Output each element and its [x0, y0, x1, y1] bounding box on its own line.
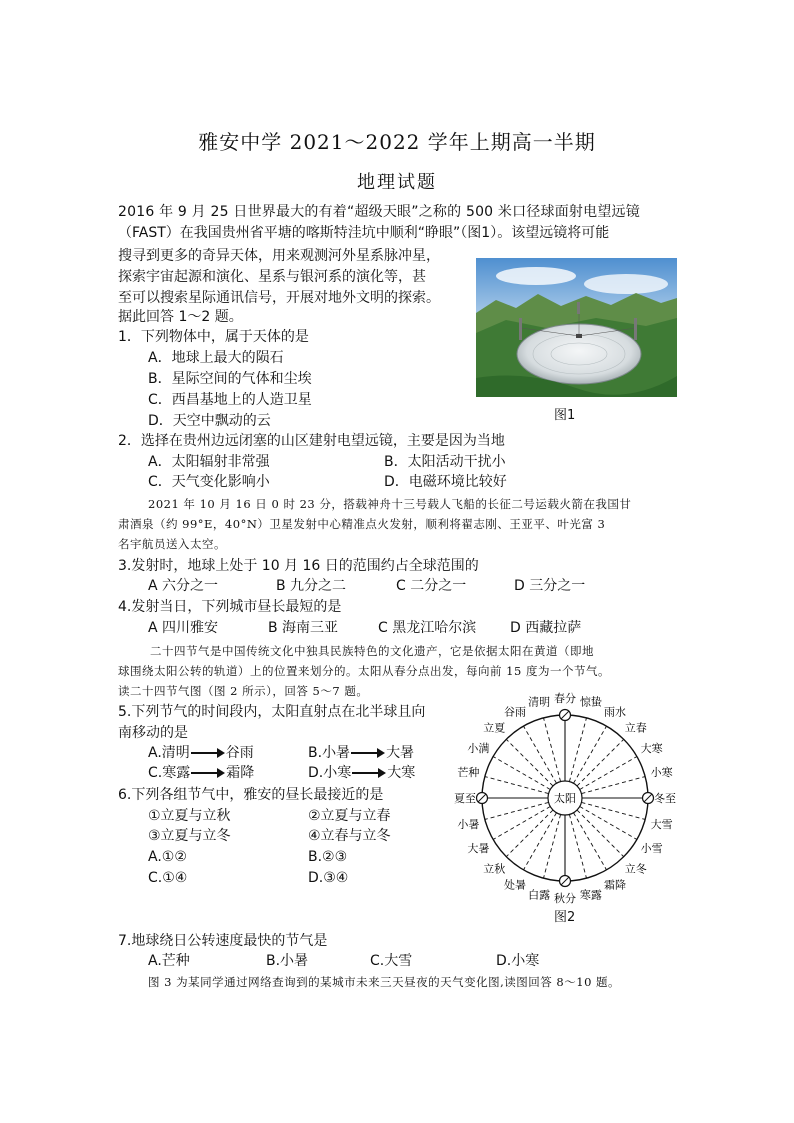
- arrow-icon: [191, 768, 225, 778]
- passage-3-line: 读二十四节气图（图 2 所示），回答 5～7 题。: [118, 684, 369, 698]
- term-label: 白露: [528, 888, 551, 902]
- question-1-option: C．西昌基地上的人造卫星: [148, 392, 312, 408]
- term-label: 雨水: [604, 705, 626, 719]
- term-label: 夏至: [454, 792, 476, 805]
- question-6-item: ②立夏与立春: [308, 808, 391, 824]
- passage-3-line: 球围绕太阳公转的轨道）上的位置来划分的。太阳从春分点出发，每向前 15 度为一个节气。: [118, 664, 610, 678]
- question-3-option: B 九分之二: [276, 578, 347, 594]
- intro-line: 搜寻到更多的奇异天体，用来观测河外星系脉冲星，: [118, 248, 440, 264]
- intro-line: 据此回答 1～2 题。: [118, 309, 243, 325]
- question-4-option: A 四川雅安: [148, 620, 219, 636]
- passage-3-line: 二十四节气是中国传统文化中独具民族特色的文化遗产，它是依据太阳在黄道（即地: [150, 644, 594, 658]
- question-5-stem: 5.下列节气的时间段内，太阳直射点在北半球且向: [118, 704, 426, 720]
- passage-2-line: 2021 年 10 月 16 日 0 时 23 分，搭载神舟十三号载人飞船的长征二号运载火箭在我国甘: [148, 497, 632, 511]
- question-7-option: A.芒种: [148, 953, 190, 969]
- question-1-option: D．天空中飘动的云: [148, 413, 271, 429]
- intro-line: （FAST）在我国贵州省平塘的喀斯特洼坑中顺利“睁眼”（图1）。该望远镜将可能: [118, 225, 610, 241]
- question-2-option: D．电磁环境比较好: [384, 474, 507, 490]
- question-6-item: ③立夏与立冬: [148, 828, 231, 844]
- question-5-option: [308, 763, 415, 783]
- term-label: 冬至: [654, 792, 676, 805]
- question-4-option: B 海南三亚: [268, 620, 339, 636]
- term-from: 小暑: [322, 745, 351, 761]
- question-5-option: [148, 763, 254, 783]
- question-2-option: C．天气变化影响小: [148, 474, 270, 490]
- page-subtitle: 地理试题: [357, 172, 437, 193]
- fig2-caption: 图2: [554, 910, 576, 925]
- question-2-option: A．太阳辐射非常强: [148, 454, 270, 470]
- intro-line: 至可以搜索星际通讯信号，开展对地外文明的探索。: [118, 290, 440, 306]
- term-line: [580, 807, 637, 840]
- term-line: [574, 726, 607, 783]
- term-label: 芒种: [457, 766, 480, 780]
- term-label: 谷雨: [504, 705, 526, 719]
- question-6-item: ①立夏与立秋: [148, 808, 231, 824]
- fast-telescope-photo: [476, 258, 677, 397]
- page-title: 雅安中学 2021～2022 学年上期高一半期: [198, 130, 596, 154]
- term-line: [581, 802, 645, 819]
- question-7-stem: 7.地球绕日公转速度最快的节气是: [118, 933, 328, 949]
- term-line: [544, 718, 561, 782]
- term-line: [485, 802, 549, 819]
- term-label: 立春: [624, 721, 647, 735]
- term-label: 立冬: [624, 862, 647, 876]
- intro-line: 2016 年 9 月 25 日世界最大的有着“超级天眼”之称的 500 米口径球面射电望远镜: [118, 204, 640, 220]
- question-7-option: C.大雪: [370, 953, 413, 969]
- question-5-option: [308, 743, 414, 763]
- term-line: [524, 813, 557, 870]
- term-label: 惊蛰: [579, 695, 602, 709]
- question-5-option: [148, 743, 254, 763]
- term-label: 大寒: [640, 742, 663, 755]
- question-3-option: C 二分之一: [396, 578, 467, 594]
- term-label: 寒露: [579, 888, 602, 902]
- question-1-option: A．地球上最大的陨石: [148, 350, 284, 366]
- question-4-option: C 黑龙江哈尔滨: [378, 620, 477, 636]
- question-7-option: D.小寒: [496, 953, 540, 969]
- term-to: 霜降: [226, 765, 255, 781]
- term-line: [577, 810, 624, 857]
- term-label: 立夏: [483, 721, 506, 735]
- question-1-option: B．星际空间的气体和尘埃: [148, 371, 312, 387]
- term-label: 小暑: [457, 817, 480, 831]
- term-line: [506, 810, 553, 857]
- term-label: 春分: [554, 692, 576, 705]
- sun-label: 太阳: [554, 792, 576, 805]
- question-6-option: A.①②: [148, 849, 187, 865]
- term-to: 谷雨: [225, 745, 254, 761]
- question-2-stem: 2．选择在贵州边远闭塞的山区建射电望远镜，主要是因为当地: [118, 433, 505, 449]
- term-label: 大暑: [467, 842, 490, 855]
- term-line: [493, 757, 550, 790]
- question-6-option: D.③④: [308, 870, 349, 886]
- term-from: 清明: [161, 745, 190, 761]
- solar-terms-diagram: [440, 692, 690, 922]
- term-from: 小寒: [323, 765, 352, 781]
- term-label: 小寒: [650, 766, 673, 780]
- question-4-option: D 西藏拉萨: [510, 620, 582, 636]
- question-6-option: B.②③: [308, 849, 348, 865]
- question-2-option: B．太阳活动干扰小: [384, 454, 506, 470]
- question-3-option: A 六分之一: [148, 578, 219, 594]
- arrow-icon: [352, 768, 386, 778]
- term-line: [574, 813, 607, 870]
- question-7-option: B.小暑: [266, 953, 309, 969]
- term-label: 小雪: [640, 842, 663, 855]
- question-3-option: D 三分之一: [514, 578, 586, 594]
- option-letter: C.: [148, 765, 163, 781]
- intro-line: 探索宇宙起源和演化、星系与银河系的演化等，甚: [118, 269, 426, 285]
- term-label: 立秋: [483, 862, 506, 876]
- question-6-option: C.①④: [148, 870, 188, 886]
- question-6-item: ④立春与立冬: [308, 828, 391, 844]
- arrow-icon: [351, 748, 385, 758]
- question-3-stem: 3.发射时，地球上处于 10 月 16 日的范围约占全球范围的: [118, 558, 479, 574]
- term-line: [544, 814, 561, 878]
- term-to: 大寒: [387, 765, 416, 781]
- term-label: 小满: [467, 742, 490, 755]
- option-letter: A.: [148, 745, 162, 761]
- term-line: [580, 757, 637, 790]
- question-1-stem: 1．下列物体中，属于天体的是: [118, 329, 309, 345]
- term-label: 处暑: [504, 878, 526, 892]
- arrow-icon: [191, 748, 225, 758]
- option-letter: B.: [308, 745, 323, 761]
- term-line: [581, 777, 645, 794]
- fig1-caption: 图1: [554, 408, 576, 423]
- term-label: 霜降: [604, 878, 626, 892]
- passage-2-line: 肃酒泉（约 99°E，40°N）卫星发射中心精准点火发射，顺利将翟志刚、王亚平、叶光富 3: [118, 517, 606, 531]
- term-line: [577, 739, 624, 786]
- option-letter: D.: [308, 765, 324, 781]
- term-line: [493, 807, 550, 840]
- question-4-stem: 4.发射当日，下列城市昼长最短的是: [118, 599, 342, 615]
- passage-4-line: 图 3 为某同学通过网络查询到的某城市未来三天昼夜的天气变化图,读图回答 8～10 题。: [148, 975, 621, 989]
- term-line: [524, 726, 557, 783]
- term-line: [569, 718, 586, 782]
- question-5-stem: 南移动的是: [118, 725, 188, 741]
- question-6-stem: 6.下列各组节气中，雅安的昼长最接近的是: [118, 787, 384, 803]
- term-line: [506, 739, 553, 786]
- term-label: 清明: [528, 695, 551, 709]
- term-line: [485, 777, 549, 794]
- term-from: 寒露: [162, 765, 191, 781]
- term-label: 大雪: [650, 817, 673, 831]
- passage-2-line: 名宇航员送入太空。: [118, 537, 226, 551]
- term-line: [569, 814, 586, 878]
- term-label: 秋分: [554, 892, 576, 905]
- term-to: 大暑: [386, 745, 415, 761]
